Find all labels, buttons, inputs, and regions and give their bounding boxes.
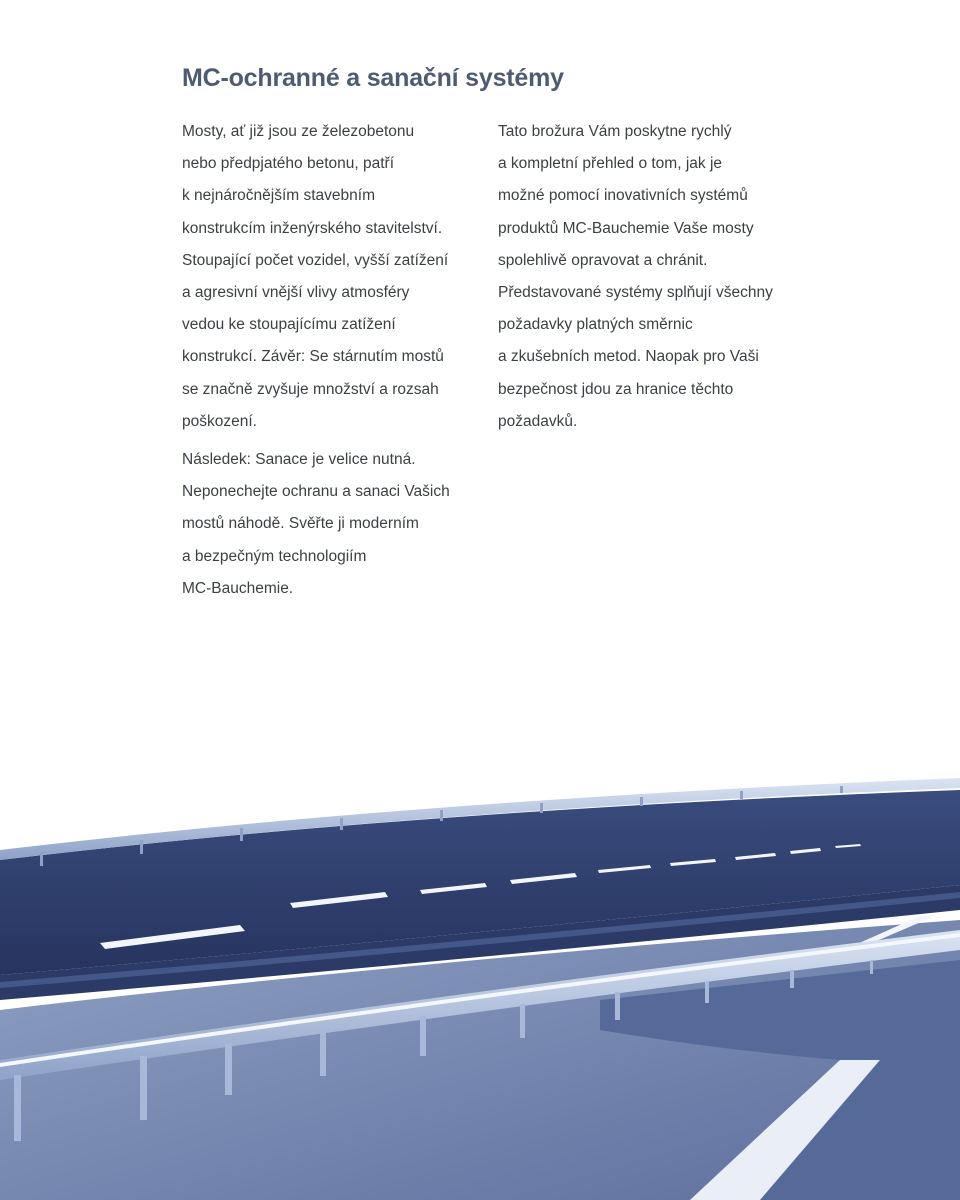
right-column <box>498 116 798 438</box>
text-line: a kompletní přehled o tom, jak je <box>498 155 723 173</box>
text-line: Stoupající počet vozidel, vyšší zatížení <box>182 251 449 269</box>
text-line: a zkušebních metod. Naopak pro Vaši <box>498 348 759 366</box>
text-line: a agresivní vnější vlivy atmosféry <box>182 284 410 302</box>
text-line: MC-Bauchemie. <box>182 579 294 597</box>
text-line: k nejnáročnějším stavebním <box>182 187 375 205</box>
text-line: vedou ke stoupajícímu zatížení <box>182 316 396 334</box>
text-line: produktů MC-Bauchemie Vaše mosty <box>498 219 754 237</box>
text-line: konstrukcím inženýrského stavitelství. <box>182 219 443 237</box>
text-line: požadavky platných směrnic <box>498 316 693 334</box>
text-line: Představované systémy splňují všechny <box>498 284 773 302</box>
text-line: mostů náhodě. Svěřte ji moderním <box>182 515 419 533</box>
text-line: a bezpečným technologiím <box>182 547 367 565</box>
text-line: požadavků. <box>498 412 578 430</box>
text-line: poškození. <box>182 412 257 430</box>
text-line: Tato brožura Vám poskytne rychlý <box>498 123 732 140</box>
text-line: možné pomocí inovativních systémů <box>498 187 748 205</box>
text-line: konstrukcí. Závěr: Se stárnutím mostů <box>182 348 444 366</box>
left-paragraph-1 <box>182 116 482 438</box>
text-line: bezpečnost jdou za hranice těchto <box>498 380 734 398</box>
text-line: nebo předpjatého betonu, patří <box>182 155 395 173</box>
right-paragraph-1 <box>498 116 798 438</box>
text-line: se značně zvyšuje množství a rozsah <box>182 380 439 398</box>
bridge-road-illustration <box>0 760 960 1200</box>
left-column <box>182 116 482 605</box>
left-paragraph-2 <box>182 444 482 605</box>
page-title: MC-ochranné a sanační systémy <box>182 64 564 92</box>
text-line: Následek: Sanace je velice nutná. <box>182 451 416 469</box>
text-line: spolehlivě opravovat a chránit. <box>498 251 708 269</box>
text-line: Mosty, ať již jsou ze železobetonu <box>182 123 415 140</box>
text-line: Neponechejte ochranu a sanaci Vašich <box>182 483 450 501</box>
